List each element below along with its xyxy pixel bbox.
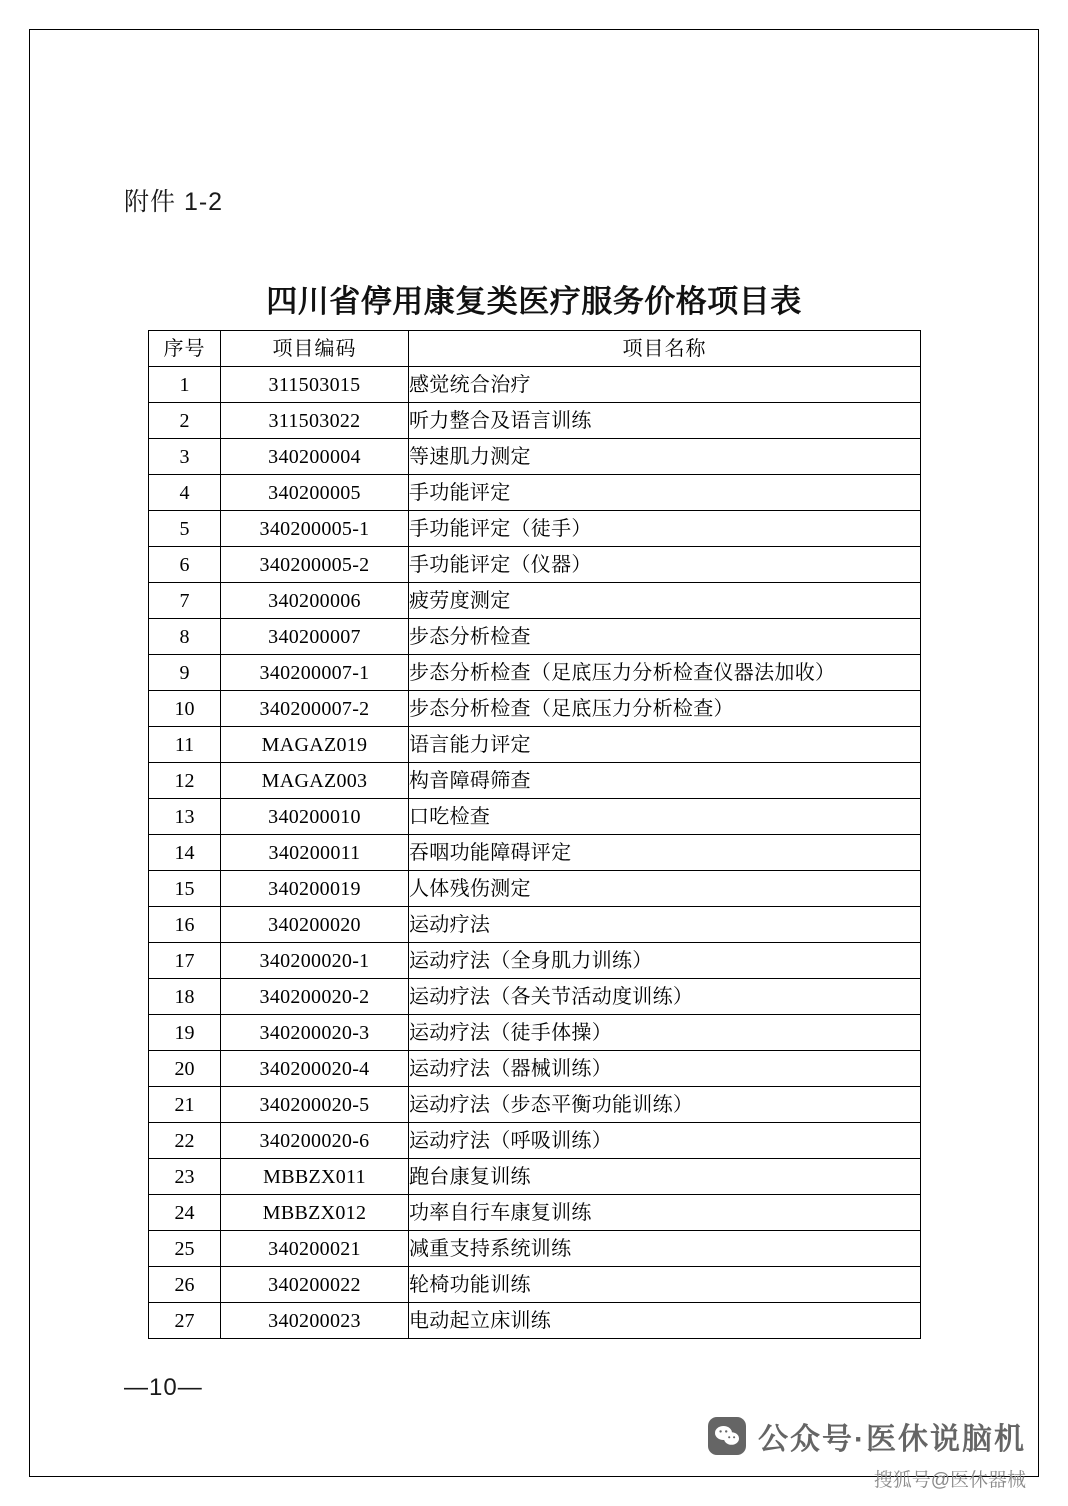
- table-row: [149, 439, 921, 475]
- attachment-label: 附件 1-2: [124, 188, 224, 216]
- cell-item-code: 340200022: [221, 1267, 409, 1303]
- table-row: [149, 727, 921, 763]
- cell-item-name: 运动疗法: [409, 907, 921, 943]
- cell-index: 9: [149, 655, 221, 691]
- cell-item-name: 语言能力评定: [409, 727, 921, 763]
- watermark-main-text: 公众号·医休说脑机: [758, 1423, 1026, 1456]
- cell-item-name: 运动疗法（器械训练）: [409, 1051, 921, 1087]
- cell-index: 17: [149, 943, 221, 979]
- table-row: [149, 619, 921, 655]
- table-row: [149, 1267, 921, 1303]
- watermark-sohu: [874, 1465, 1026, 1492]
- table-row: [149, 403, 921, 439]
- wechat-icon: [708, 1417, 746, 1455]
- cell-index: 24: [149, 1195, 221, 1231]
- table-row: [149, 1231, 921, 1267]
- cell-item-code: 340200005: [221, 475, 409, 511]
- cell-item-code: 311503015: [221, 367, 409, 403]
- cell-item-name: 等速肌力测定: [409, 439, 921, 475]
- table-row: [149, 1195, 921, 1231]
- cell-item-name: 人体残伤测定: [409, 871, 921, 907]
- page-title: 四川省停用康复类医疗服务价格项目表: [266, 284, 802, 319]
- page-number: —10—: [124, 1374, 203, 1401]
- cell-index: 23: [149, 1159, 221, 1195]
- cell-item-code: 340200020-4: [221, 1051, 409, 1087]
- table-row: [149, 475, 921, 511]
- cell-item-code: 340200021: [221, 1231, 409, 1267]
- cell-item-code: 340200020-3: [221, 1015, 409, 1051]
- cell-item-name: 运动疗法（全身肌力训练）: [409, 943, 921, 979]
- cell-index: 4: [149, 475, 221, 511]
- cell-item-code: MBBZX012: [221, 1195, 409, 1231]
- cell-index: 18: [149, 979, 221, 1015]
- cell-item-code: 340200007-2: [221, 691, 409, 727]
- cell-item-name: 电动起立床训练: [409, 1303, 921, 1339]
- cell-index: 1: [149, 367, 221, 403]
- table-row: [149, 907, 921, 943]
- cell-item-name: 听力整合及语言训练: [409, 403, 921, 439]
- cell-index: 8: [149, 619, 221, 655]
- column-header-code: 项目编码: [221, 331, 409, 367]
- cell-index: 16: [149, 907, 221, 943]
- cell-item-name: 步态分析检查（足底压力分析检查）: [409, 691, 921, 727]
- cell-item-name: 手功能评定（徒手）: [409, 511, 921, 547]
- table-row: [149, 799, 921, 835]
- cell-item-code: 340200005-2: [221, 547, 409, 583]
- table-row: [149, 583, 921, 619]
- cell-item-name: 手功能评定: [409, 475, 921, 511]
- cell-index: 27: [149, 1303, 221, 1339]
- cell-item-name: 运动疗法（步态平衡功能训练）: [409, 1087, 921, 1123]
- cell-item-code: 340200011: [221, 835, 409, 871]
- cell-item-name: 步态分析检查: [409, 619, 921, 655]
- table-row: [149, 1303, 921, 1339]
- table-row: [149, 1123, 921, 1159]
- cell-item-code: 340200006: [221, 583, 409, 619]
- cell-index: 12: [149, 763, 221, 799]
- cell-item-name: 步态分析检查（足底压力分析检查仪器法加收）: [409, 655, 921, 691]
- cell-item-code: 340200007-1: [221, 655, 409, 691]
- cell-index: 5: [149, 511, 221, 547]
- watermark-sub-text: 搜狐号@医休器械: [873, 1470, 1026, 1491]
- table-row: [149, 511, 921, 547]
- table-row: [149, 655, 921, 691]
- cell-index: 20: [149, 1051, 221, 1087]
- column-header-name: 项目名称: [409, 331, 921, 367]
- table-header-row: [149, 331, 921, 367]
- cell-item-code: 311503022: [221, 403, 409, 439]
- table-row: [149, 979, 921, 1015]
- cell-index: 3: [149, 439, 221, 475]
- cell-index: 6: [149, 547, 221, 583]
- cell-item-name: 减重支持系统训练: [409, 1231, 921, 1267]
- cell-index: 10: [149, 691, 221, 727]
- cell-index: 19: [149, 1015, 221, 1051]
- table-row: [149, 871, 921, 907]
- cell-item-name: 运动疗法（呼吸训练）: [409, 1123, 921, 1159]
- table-row: [149, 943, 921, 979]
- cell-item-code: 340200020: [221, 907, 409, 943]
- cell-index: 2: [149, 403, 221, 439]
- cell-index: 21: [149, 1087, 221, 1123]
- cell-item-name: 功率自行车康复训练: [409, 1195, 921, 1231]
- cell-index: 11: [149, 727, 221, 763]
- cell-item-code: MAGAZ003: [221, 763, 409, 799]
- cell-index: 13: [149, 799, 221, 835]
- table-row: [149, 1087, 921, 1123]
- table-row: [149, 1051, 921, 1087]
- cell-index: 22: [149, 1123, 221, 1159]
- cell-item-code: MBBZX011: [221, 1159, 409, 1195]
- watermark-wechat: [708, 1414, 1026, 1458]
- cell-index: 15: [149, 871, 221, 907]
- cell-item-name: 手功能评定（仪器）: [409, 547, 921, 583]
- cell-item-code: 340200010: [221, 799, 409, 835]
- cell-item-name: 口吃检查: [409, 799, 921, 835]
- cell-index: 14: [149, 835, 221, 871]
- cell-item-name: 运动疗法（徒手体操）: [409, 1015, 921, 1051]
- table-row: [149, 547, 921, 583]
- cell-item-name: 吞咽功能障碍评定: [409, 835, 921, 871]
- cell-item-code: 340200019: [221, 871, 409, 907]
- cell-item-name: 跑台康复训练: [409, 1159, 921, 1195]
- cell-item-name: 运动疗法（各关节活动度训练）: [409, 979, 921, 1015]
- cell-index: 7: [149, 583, 221, 619]
- cell-item-code: 340200020-5: [221, 1087, 409, 1123]
- cell-item-name: 感觉统合治疗: [409, 367, 921, 403]
- cell-item-name: 轮椅功能训练: [409, 1267, 921, 1303]
- cell-item-name: 疲劳度测定: [409, 583, 921, 619]
- table-row: [149, 1015, 921, 1051]
- cell-index: 26: [149, 1267, 221, 1303]
- cell-index: 25: [149, 1231, 221, 1267]
- cell-item-code: 340200020-1: [221, 943, 409, 979]
- cell-item-code: 340200005-1: [221, 511, 409, 547]
- cell-item-code: 340200023: [221, 1303, 409, 1339]
- table-row: [149, 763, 921, 799]
- column-header-index: 序号: [149, 331, 221, 367]
- cell-item-code: 340200020-2: [221, 979, 409, 1015]
- table-row: [149, 835, 921, 871]
- table-row: [149, 1159, 921, 1195]
- cell-item-name: 构音障碍筛查: [409, 763, 921, 799]
- cell-item-code: 340200004: [221, 439, 409, 475]
- table-row: [149, 691, 921, 727]
- cell-item-code: 340200007: [221, 619, 409, 655]
- cell-item-code: MAGAZ019: [221, 727, 409, 763]
- price-item-table: [148, 330, 921, 1339]
- table-row: [149, 367, 921, 403]
- table-body: [149, 367, 921, 1339]
- cell-item-code: 340200020-6: [221, 1123, 409, 1159]
